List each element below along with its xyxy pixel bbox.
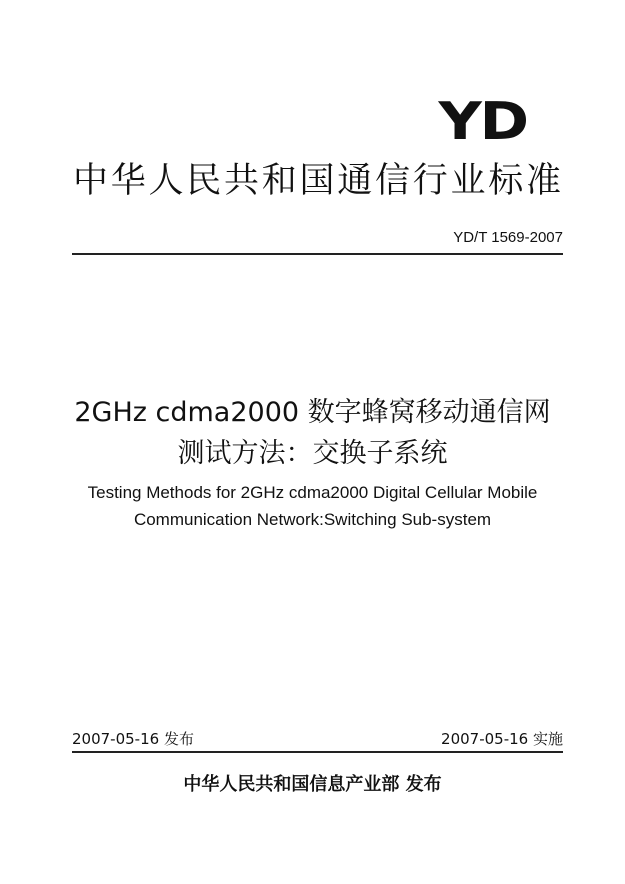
title-chinese-line-2: 测试方法：交换子系统	[177, 438, 448, 469]
yd-logo: YD	[438, 92, 527, 152]
publish-date: 2007-05-16 发布	[72, 730, 194, 748]
standard-number: YD/T 1569-2007	[453, 229, 563, 246]
top-divider	[72, 253, 563, 255]
org-title: 中华人民共和国通信行业标准	[73, 161, 563, 201]
title-english-line-2: Communication Network:Switching Sub-system	[133, 510, 492, 529]
issuing-authority: 中华人民共和国信息产业部 发布	[183, 774, 442, 795]
bottom-divider	[72, 751, 563, 753]
title-chinese-line-1: 2GHz cdma2000 数字蜂窝移动通信网	[74, 397, 551, 428]
implement-date: 2007-05-16 实施	[441, 730, 563, 748]
title-english-line-1: Testing Methods for 2GHz cdma2000 Digital Cellular Mobile	[87, 483, 538, 502]
